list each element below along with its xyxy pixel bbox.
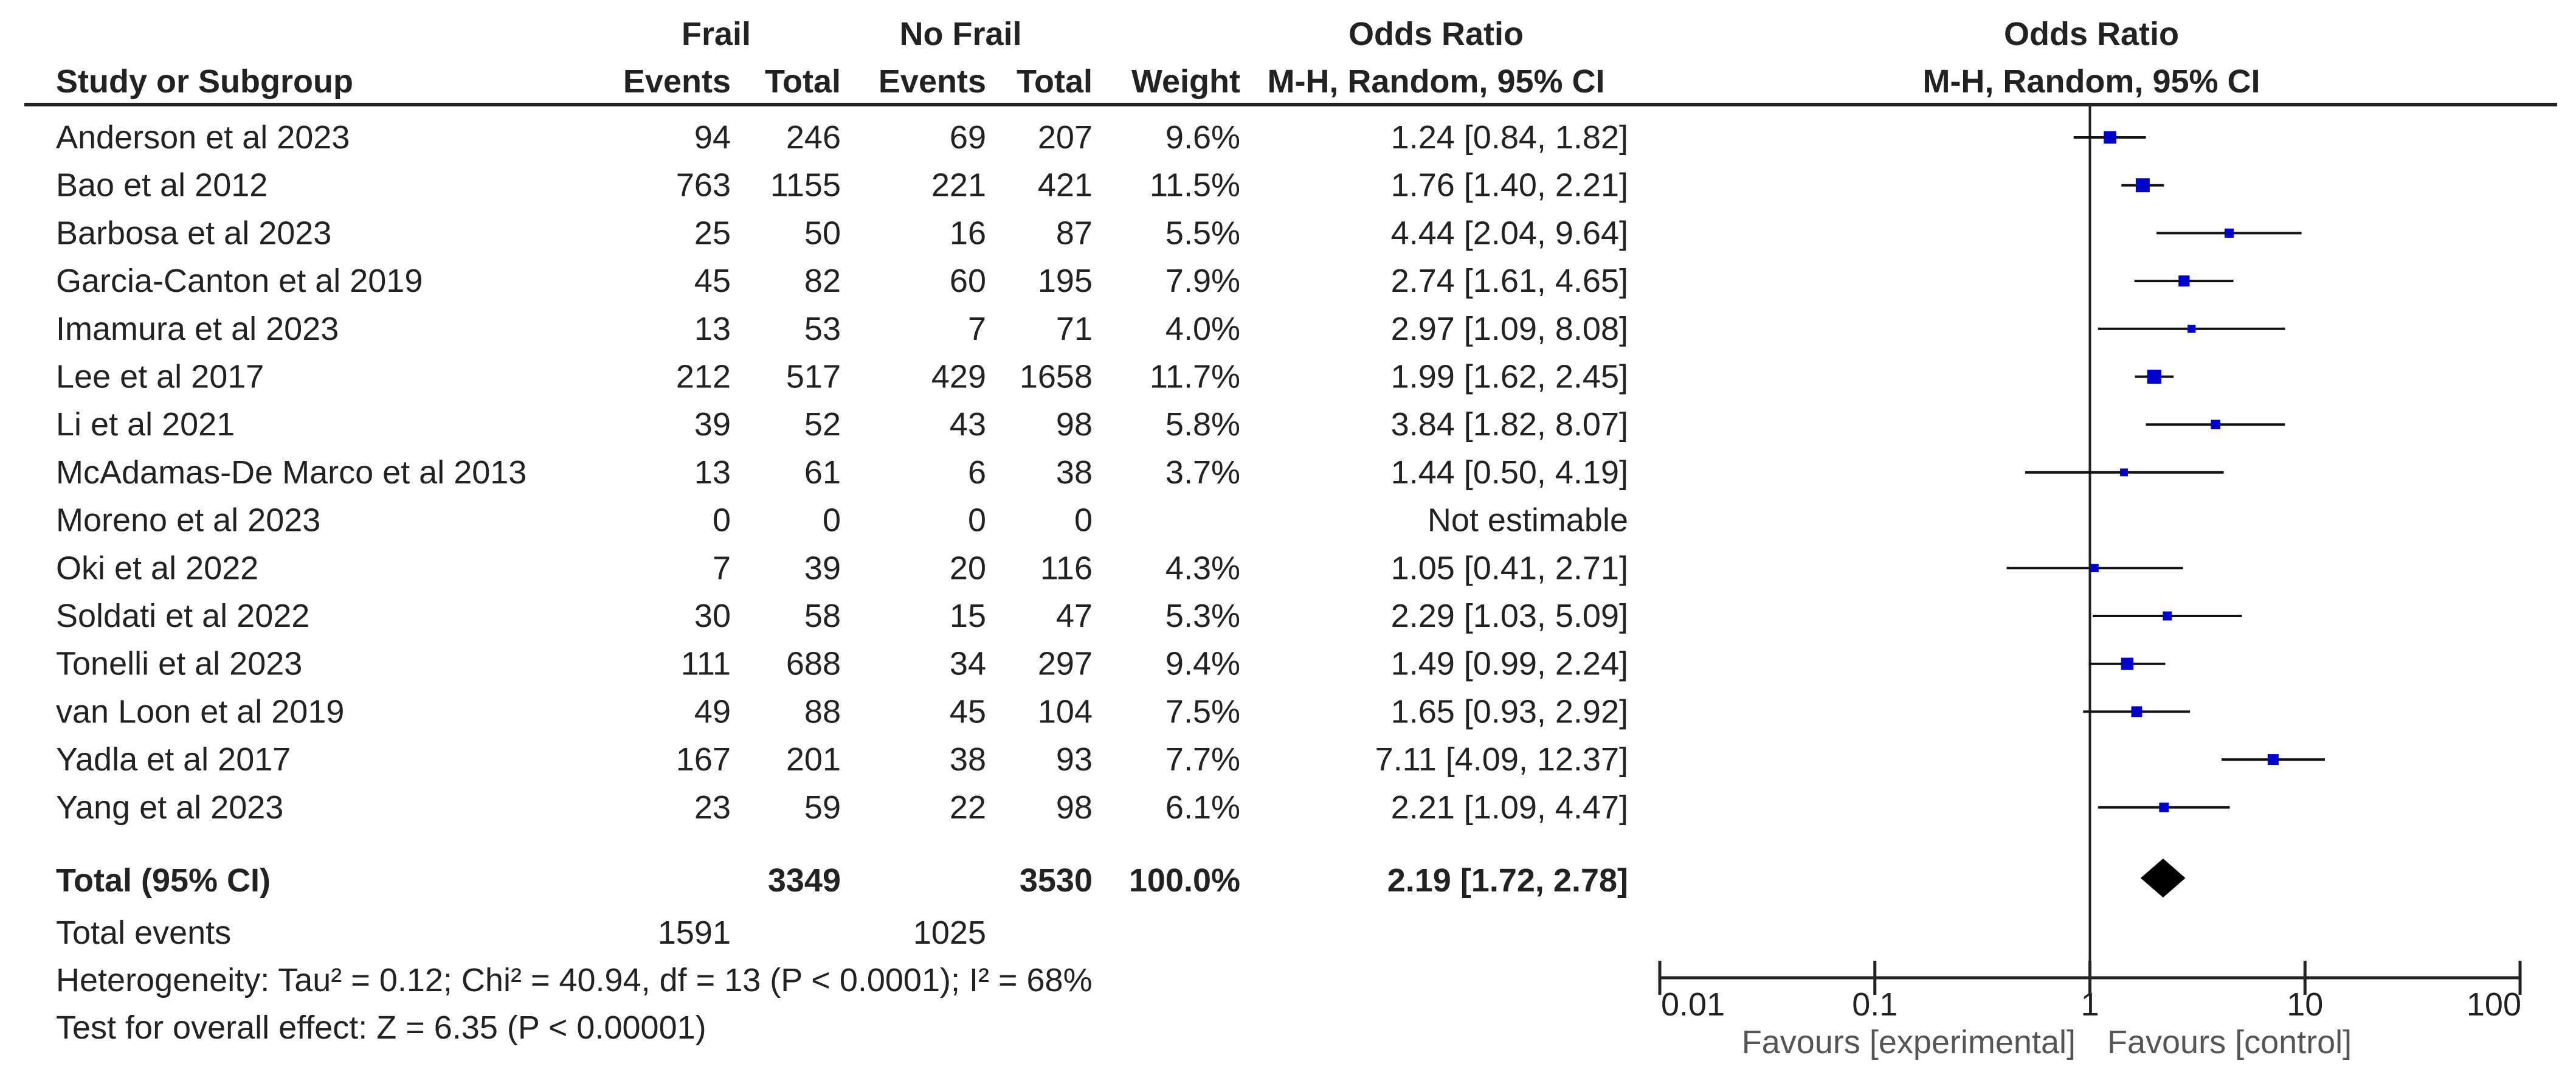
study-marker [2074,131,2146,144]
table-row [56,119,1628,156]
or-ci: 2.21 [1.09, 4.47] [1390,789,1628,826]
favours-right-label: Favours [control] [2107,1024,2352,1060]
x-tick-label: 0.01 [1661,986,1725,1023]
nofrail-events: 221 [931,167,986,204]
x-axis-ticks [1660,961,2521,1023]
frail-events: 49 [694,693,731,730]
study-name: van Loon et al 2019 [56,693,345,730]
study-marker [2089,658,2165,670]
frail-events: 23 [694,789,731,826]
nofrail-events: 22 [949,789,986,826]
total-events-label: Total events [56,915,232,951]
frail-total: 50 [804,215,841,252]
weight: 11.5% [1149,167,1240,204]
weight: 9.4% [1165,645,1240,682]
nofrail-events: 7 [967,310,986,347]
nofrail-total: 0 [1074,502,1093,539]
nofrail-total: 98 [1055,789,1093,826]
header-frail-events: Events [623,63,731,100]
weight: 4.3% [1165,550,1240,587]
nofrail-total: 47 [1055,598,1093,634]
frail-events: 13 [694,454,731,491]
study-marker [2222,754,2325,765]
weight: 7.7% [1165,741,1240,778]
study-marker [2007,564,2183,573]
weight: 3.7% [1165,454,1240,491]
weight: 7.5% [1165,693,1240,730]
point-estimate-square [2132,707,2143,718]
nofrail-total: 1658 [1019,358,1093,395]
nofrail-events: 69 [949,119,986,156]
study-name: Soldati et al 2022 [56,598,310,634]
study-name: Oki et al 2022 [56,550,259,587]
x-tick-label: 10 [2287,986,2324,1023]
weight: 9.6% [1165,119,1240,156]
or-ci: 1.24 [0.84, 1.82] [1390,119,1628,156]
total-events-frail: 1591 [657,915,731,951]
study-name: Yadla et al 2017 [56,741,291,778]
point-estimate-square [2159,803,2169,812]
study-name: Bao et al 2012 [56,167,268,204]
table-row [56,311,1628,347]
or-ci: 2.97 [1.09, 8.08] [1390,310,1628,347]
frail-events: 45 [694,263,731,300]
study-name: Tonelli et al 2023 [56,645,303,682]
table-row [56,215,1628,251]
frail-events: 111 [680,645,731,682]
table-row [56,263,1628,299]
weight: 6.1% [1165,789,1240,826]
study-name: Yang et al 2023 [56,789,284,826]
nofrail-total: 93 [1055,741,1093,778]
point-estimate-square [2211,420,2220,429]
header-nofrail-events: Events [878,63,986,100]
x-tick-label: 100 [2466,986,2521,1023]
total-ci: 2.19 [1.72, 2.78] [1387,862,1628,899]
or-ci: Not estimable [1427,502,1628,539]
study-rows [56,119,1628,826]
study-marker [2083,707,2190,718]
x-tick-label: 1 [2080,986,2099,1023]
nofrail-total: 421 [1037,167,1093,204]
nofrail-total: 87 [1055,215,1093,252]
nofrail-total: 71 [1055,310,1093,347]
nofrail-total: 116 [1040,550,1093,587]
weight: 5.8% [1165,406,1240,443]
frail-total: 1155 [770,167,841,204]
or-ci: 1.65 [0.93, 2.92] [1390,693,1628,730]
frail-total: 0 [822,502,841,539]
point-estimate-square [2090,564,2099,573]
or-ci: 1.99 [1.62, 2.45] [1390,358,1628,395]
or-ci: 7.11 [4.09, 12.37] [1375,741,1628,778]
study-marker [2135,275,2234,286]
frail-events: 39 [694,406,731,443]
nofrail-total: 207 [1037,119,1093,156]
weight: 7.9% [1165,263,1240,300]
nofrail-events: 34 [949,645,986,682]
table-row [56,454,1628,491]
total-frail-n: 3349 [767,862,841,899]
frail-events: 25 [694,215,731,252]
header-weight: Weight [1131,63,1240,100]
nofrail-total: 195 [1037,263,1093,300]
or-ci: 1.76 [1.40, 2.21] [1390,167,1628,204]
frail-total: 246 [786,119,841,156]
header-frail: Frail [681,16,751,52]
nofrail-total: 104 [1037,693,1093,730]
frail-total: 58 [804,598,841,634]
heterogeneity-text: Heterogeneity: Tau² = 0.12; Chi² = 40.94, df = 13 (P < 0.0001); I² = 68% [56,962,1093,998]
nofrail-events: 429 [931,358,986,395]
frail-total: 53 [804,310,841,347]
study-marker [2098,325,2285,333]
nofrail-events: 20 [949,550,986,587]
total-events-nofrail: 1025 [913,915,986,951]
table-row [56,359,1628,395]
study-name: Imamura et al 2023 [56,310,339,347]
nofrail-events: 45 [949,693,986,730]
table-row [56,646,1628,682]
frail-total: 59 [804,789,841,826]
header-odds-ratio: Odds Ratio [1348,16,1524,52]
frail-events: 212 [675,358,731,395]
study-name: Anderson et al 2023 [56,119,350,156]
table-row [56,693,1628,730]
weight: 5.5% [1165,215,1240,252]
pooled-diamond [2141,859,2186,898]
study-marker [2093,612,2242,621]
frail-events: 7 [712,550,731,587]
study-marker [2156,229,2302,238]
study-marker [2025,468,2224,476]
frail-events: 94 [694,119,731,156]
frail-events: 167 [675,741,731,778]
or-ci: 3.84 [1.82, 8.07] [1390,406,1628,443]
frail-total: 52 [804,406,841,443]
study-marker [2146,420,2285,429]
study-name: Li et al 2021 [56,406,235,443]
or-ci: 1.05 [0.41, 2.71] [1390,550,1628,587]
frail-total: 88 [804,693,841,730]
point-estimate-square [2268,754,2279,765]
nofrail-total: 38 [1055,454,1093,491]
frail-events: 30 [694,598,731,634]
or-ci: 2.29 [1.03, 5.09] [1390,598,1628,634]
overall-effect-text: Test for overall effect: Z = 6.35 (P < 0.00001) [56,1009,706,1046]
nofrail-events: 38 [949,741,986,778]
study-marker [2121,178,2164,192]
point-estimate-square [2121,658,2133,670]
or-ci: 1.49 [0.99, 2.24] [1390,645,1628,682]
study-name: Garcia-Canton et al 2019 [56,263,423,300]
header-plot-method: M-H, Random, 95% CI [1922,63,2260,100]
point-estimate-square [2104,131,2116,144]
table-row [56,406,1628,443]
weight: 4.0% [1165,310,1240,347]
nofrail-total: 297 [1037,645,1093,682]
nofrail-events: 6 [967,454,986,491]
frail-events: 0 [712,502,731,539]
point-estimate-square [2147,370,2161,384]
table-row [56,167,1628,204]
study-name: Lee et al 2017 [56,358,264,395]
forest-plot-area [2007,105,2325,978]
study-name: McAdamas-De Marco et al 2013 [56,454,527,491]
total-weight: 100.0% [1128,862,1240,899]
frail-events: 13 [694,310,731,347]
point-estimate-square [2178,275,2189,286]
header-or-method: M-H, Random, 95% CI [1267,63,1605,100]
point-estimate-square [2120,468,2128,476]
table-row [56,789,1628,826]
nofrail-total: 98 [1055,406,1093,443]
or-ci: 1.44 [0.50, 4.19] [1390,454,1628,491]
header-study: Study or Subgroup [56,63,353,100]
nofrail-events: 60 [949,263,986,300]
header-plot-title: Odds Ratio [2003,16,2180,52]
or-ci: 2.74 [1.61, 4.65] [1390,263,1628,300]
x-tick-label: 0.1 [1852,986,1898,1023]
study-name: Barbosa et al 2023 [56,215,332,252]
study-marker [2135,370,2174,384]
favours-left-label: Favours [experimental] [1741,1024,2076,1060]
study-marker [2098,803,2230,812]
nofrail-events: 0 [967,502,986,539]
nofrail-events: 43 [949,406,986,443]
header-no-frail: No Frail [899,16,1022,52]
table-row [56,502,1628,539]
frail-events: 763 [675,167,731,204]
frail-total: 82 [804,263,841,300]
frail-total: 688 [786,645,841,682]
frail-total: 39 [804,550,841,587]
study-name: Moreno et al 2023 [56,502,321,539]
table-row [56,741,1628,778]
nofrail-events: 15 [949,598,986,634]
header-frail-total: Total [765,63,841,100]
point-estimate-square [2136,178,2150,192]
frail-total: 517 [786,358,841,395]
frail-total: 201 [786,741,841,778]
total-label: Total (95% CI) [56,862,271,899]
point-estimate-square [2163,612,2172,621]
weight: 11.7% [1149,358,1240,395]
header-nofrail-total: Total [1017,63,1093,100]
nofrail-events: 16 [949,215,986,252]
table-row [56,598,1628,634]
weight: 5.3% [1165,598,1240,634]
or-ci: 4.44 [2.04, 9.64] [1390,215,1628,252]
point-estimate-square [2225,229,2234,238]
frail-total: 61 [804,454,841,491]
table-row [56,550,1628,586]
total-nofrail-n: 3530 [1019,862,1093,899]
point-estimate-square [2188,325,2195,333]
